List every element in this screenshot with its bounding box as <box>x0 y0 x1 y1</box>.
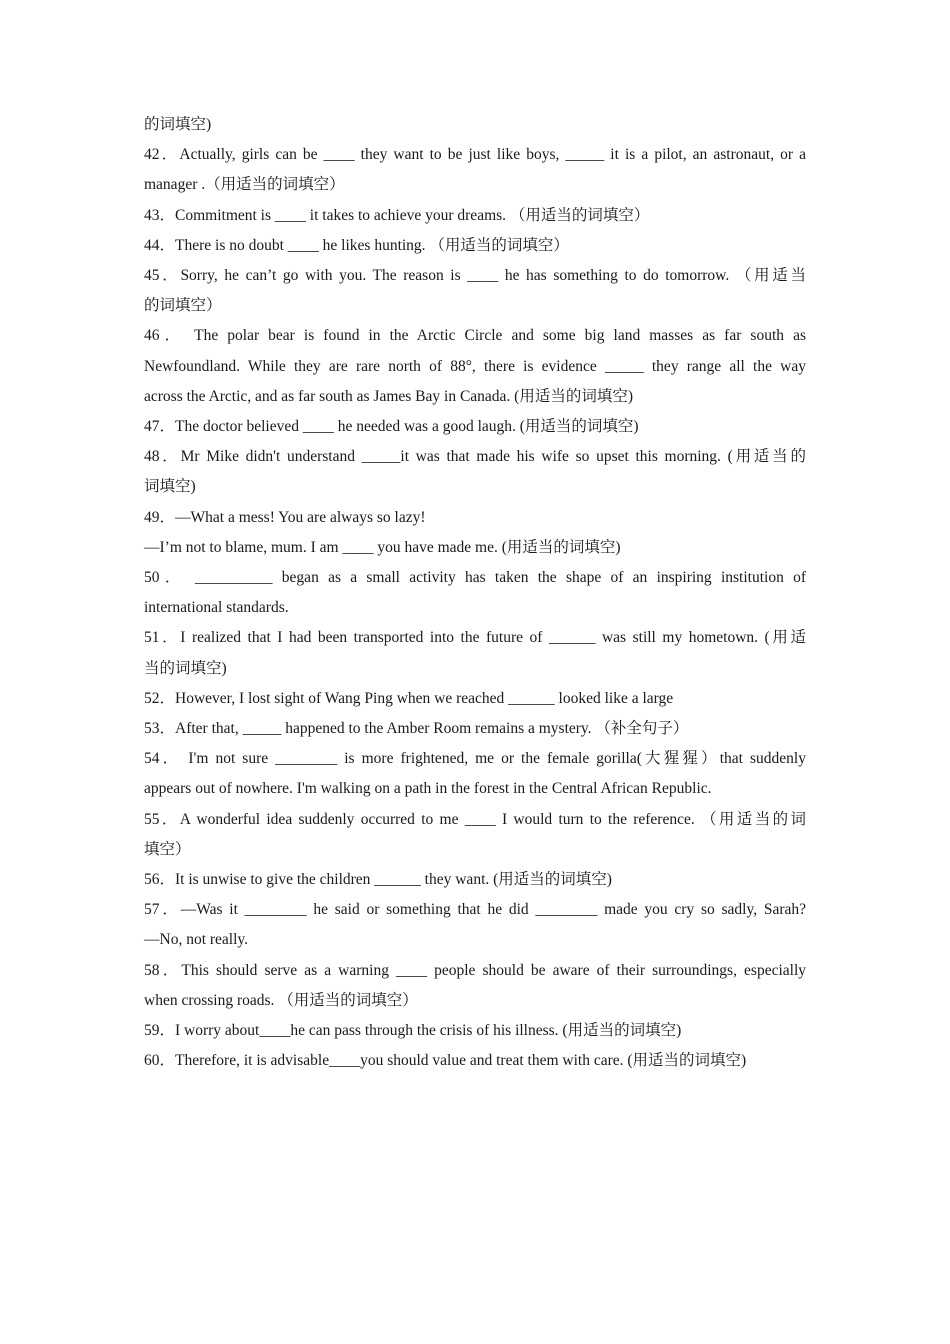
question-60: 60．Therefore, it is advisable____you should value and treat them with care. (用适当的词填空) <box>144 1052 747 1070</box>
text-line: —No, not really. <box>144 931 249 949</box>
question-43: 43．Commitment is ____ it takes to achieve your dreams. （用适当的词填空） <box>144 206 650 224</box>
question-52: 52．However, I lost sight of Wang Ping when we reached ______ looked like a large <box>144 689 674 707</box>
question-58: 58．This should serve as a warning ____ people should be aware of their surroundings, especially <box>144 961 806 979</box>
question-48: 48．Mr Mike didn't understand _____it was that made his wife so upset this morning. (用适当的 <box>144 448 806 466</box>
text-line: across the Arctic, and as far south as James Bay in Canada. (用适当的词填空) <box>144 387 633 405</box>
question-54: 54． I'm not sure ________ is more frightened, me or the female gorilla(大猩猩）that suddenly <box>144 750 806 768</box>
document-body <box>144 110 806 1077</box>
question-59: 59．I worry about____he can pass through the crisis of his illness. (用适当的词填空) <box>144 1022 682 1040</box>
text-line: 填空） <box>144 840 191 858</box>
question-55: 55．A wonderful idea suddenly occurred to me ____ I would turn to the reference. （用适当的词 <box>144 810 806 828</box>
text-line: 的词填空) <box>144 116 212 133</box>
text-line: international standards. <box>144 599 289 617</box>
question-51: 51．I realized that I had been transported into the future of ______ was still my hometown. (用适 <box>144 629 806 647</box>
text-line: 的词填空） <box>144 297 222 315</box>
question-45: 45．Sorry, he can’t go with you. The reason is ____ he has something to do tomorrow. （用适当 <box>144 267 806 285</box>
question-46: 46． The polar bear is found in the Arctic Circle and some big land masses as far south as <box>144 327 806 345</box>
text-line: Newfoundland. While they are rare north of 88°, there is evidence _____ they range all the way <box>144 357 806 375</box>
text-line: appears out of nowhere. I'm walking on a path in the forest in the Central African Republic. <box>144 780 712 798</box>
text-line: 当的词填空) <box>144 659 227 677</box>
question-50: 50． __________ began as a small activity has taken the shape of an inspiring institution of <box>144 569 806 587</box>
text-line: —I’m not to blame, mum. I am ____ you have made me. (用适当的词填空) <box>144 538 621 556</box>
question-57: 57．—Was it ________ he said or something that he did ________ made you cry so sadly, Sarah? <box>144 901 806 919</box>
question-47: 47．The doctor believed ____ he needed was a good laugh. (用适当的词填空) <box>144 418 639 436</box>
question-56: 56．It is unwise to give the children ______ they want. (用适当的词填空) <box>144 871 612 889</box>
question-44: 44．There is no doubt ____ he likes hunting. （用适当的词填空） <box>144 236 569 254</box>
question-53: 53．After that, _____ happened to the Amber Room remains a mystery. （补全句子） <box>144 720 689 738</box>
question-49: 49．—What a mess! You are always so lazy! <box>144 508 426 526</box>
text-line: 词填空) <box>144 478 196 496</box>
text-line: when crossing roads. （用适当的词填空） <box>144 991 418 1009</box>
text-line: manager .（用适当的词填空） <box>144 176 345 194</box>
question-42: 42．Actually, girls can be ____ they want to be just like boys, _____ it is a pilot, an astronaut, or a <box>144 146 806 164</box>
